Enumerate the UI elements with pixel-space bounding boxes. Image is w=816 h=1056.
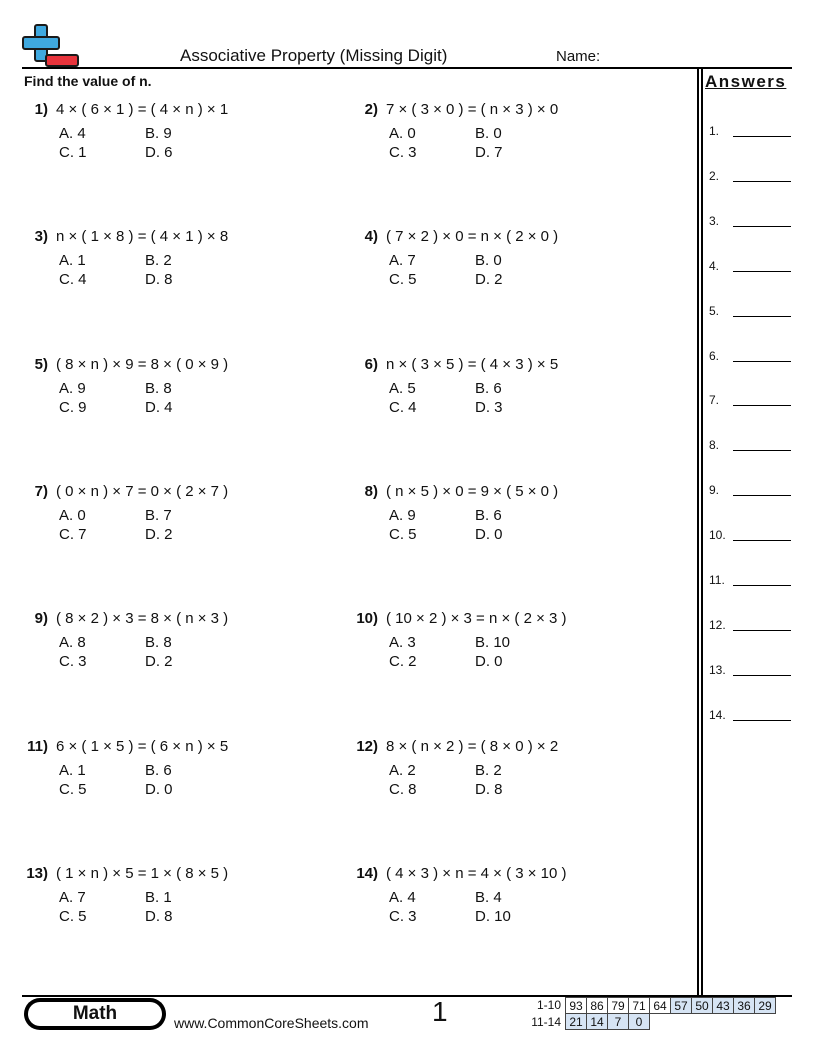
header-divider: [22, 67, 792, 69]
score-cell: 21: [566, 1014, 587, 1030]
choice-b: B. 2: [145, 252, 172, 270]
score-cell: 57: [671, 998, 692, 1014]
problem-number: 12): [356, 737, 378, 755]
answer-row: [709, 708, 793, 724]
choice-d: D. 8: [475, 780, 503, 798]
answer-blank[interactable]: [733, 450, 791, 451]
answer-number: 12.: [709, 617, 726, 632]
answer-row: [709, 304, 793, 320]
problem-number: 3): [34, 228, 48, 246]
problem-equation: 7 × ( 3 × 0 ) = ( n × 3 ) × 0: [386, 101, 559, 118]
answer-number: 10.: [709, 528, 726, 543]
answer-number: 11.: [709, 573, 725, 587]
choice-d: D. 8: [145, 907, 173, 925]
problem-equation: ( 7 × 2 ) × 0 = n × ( 2 × 0 ): [386, 228, 559, 246]
problem-item: [352, 356, 672, 420]
choice-c: C. 7: [59, 525, 87, 543]
problem-item: [352, 101, 672, 165]
score-cell: 29: [755, 998, 776, 1014]
choice-d: D. 2: [145, 653, 173, 671]
problem-equation: ( 0 × n ) × 7 = 0 × ( 2 × 7 ): [56, 482, 229, 500]
answer-row: [709, 259, 793, 275]
page-number: 1: [432, 996, 448, 1027]
choice-a: A. 5: [389, 379, 416, 397]
choice-d: D. 3: [475, 398, 503, 416]
choice-b: B. 8: [145, 634, 172, 652]
score-cell: 64: [650, 998, 671, 1014]
problem-equation: 8 × ( n × 2 ) = ( 8 × 0 ) × 2: [386, 737, 559, 755]
choice-d: D. 7: [475, 144, 503, 161]
score-cell: 79: [608, 998, 629, 1014]
choice-a: A. 7: [389, 252, 416, 270]
choice-c: C. 2: [389, 653, 417, 671]
choice-a: A. 4: [389, 888, 416, 906]
choice-a: A. 7: [59, 888, 86, 906]
choice-b: B. 0: [475, 252, 502, 270]
problem-equation: n × ( 3 × 5 ) = ( 4 × 3 ) × 5: [386, 355, 559, 373]
choice-c: C. 3: [389, 907, 417, 925]
answer-number: 8.: [709, 438, 720, 453]
site-url: www.CommonCoreSheets.com: [174, 1015, 369, 1031]
answer-blank[interactable]: [733, 226, 791, 227]
problem-number: 14): [356, 864, 378, 882]
problem-item: [22, 738, 342, 802]
score-row: [566, 1014, 776, 1030]
problem-number: 7): [34, 482, 48, 500]
answer-blank[interactable]: [733, 675, 791, 676]
choice-c: C. 9: [59, 398, 87, 416]
answer-row: [709, 214, 793, 230]
answer-blank[interactable]: [733, 271, 791, 272]
choice-c: C. 5: [389, 525, 417, 543]
problem-number: 1): [34, 101, 48, 118]
choice-c: C. 1: [59, 144, 87, 161]
problem-equation: ( 10 × 2 ) × 3 = n × ( 2 × 3 ): [386, 610, 567, 628]
choice-a: A. 1: [59, 252, 86, 270]
choice-c: C. 3: [59, 653, 87, 671]
choice-b: B. 9: [145, 125, 172, 142]
problem-item: [22, 356, 342, 420]
choice-d: D. 0: [475, 525, 503, 543]
choice-d: D. 2: [475, 271, 503, 289]
answer-blank[interactable]: [733, 405, 791, 406]
answer-row: [709, 528, 793, 544]
score-row: [566, 998, 776, 1014]
choice-d: D. 0: [145, 780, 173, 798]
answer-column-divider-inner: [701, 67, 703, 996]
answer-blank[interactable]: [733, 495, 791, 496]
problem-item: [22, 101, 342, 165]
answer-number: 1.: [709, 124, 720, 138]
score-cell: 71: [629, 998, 650, 1014]
choice-d: D. 0: [475, 653, 503, 671]
answer-number: 14.: [709, 707, 726, 722]
answer-row: [709, 393, 793, 409]
choice-d: D. 6: [145, 144, 173, 161]
choice-a: A. 9: [59, 379, 86, 397]
problem-number: 9): [34, 610, 48, 628]
choice-d: D. 8: [145, 271, 173, 289]
problem-equation: ( n × 5 ) × 0 = 9 × ( 5 × 0 ): [386, 482, 559, 500]
problem-item: [22, 228, 342, 292]
problem-equation: ( 8 × 2 ) × 3 = 8 × ( n × 3 ): [56, 610, 229, 628]
answer-number: 6.: [709, 348, 720, 363]
score-cell: 93: [566, 998, 587, 1014]
choice-b: B. 8: [145, 379, 172, 397]
plus-minus-logo-icon: [22, 24, 80, 68]
problem-number: 2): [364, 101, 378, 118]
answer-row: [709, 438, 793, 454]
problem-item: [352, 865, 672, 929]
problem-item: [352, 738, 672, 802]
page-title: Associative Property (Missing Digit): [180, 46, 448, 65]
choice-d: D. 2: [145, 525, 173, 543]
choice-a: A. 8: [59, 634, 86, 652]
problem-number: 10): [356, 610, 378, 628]
answer-blank[interactable]: [733, 181, 791, 182]
instructions: Find the value of n.: [24, 73, 152, 89]
problem-number: 6): [364, 355, 378, 373]
problem-number: 11): [27, 737, 48, 755]
choice-a: A. 9: [389, 506, 416, 524]
answer-number: 3.: [709, 213, 720, 228]
answer-number: 4.: [709, 258, 720, 273]
problem-item: [352, 228, 672, 292]
problem-equation: ( 1 × n ) × 5 = 1 × ( 8 × 5 ): [56, 864, 229, 882]
score-cell: 43: [713, 998, 734, 1014]
problem-equation: 4 × ( 6 × 1 ) = ( 4 × n ) × 1: [56, 101, 229, 118]
answer-blank[interactable]: [733, 361, 791, 362]
name-label: Name:: [556, 48, 601, 65]
choice-a: A. 1: [59, 761, 86, 779]
answer-blank[interactable]: [733, 720, 791, 721]
problem-item: [352, 610, 672, 674]
problem-equation: ( 4 × 3 ) × n = 4 × ( 3 × 10 ): [386, 864, 567, 882]
choice-c: C. 4: [59, 271, 87, 289]
choice-d: D. 10: [475, 907, 511, 925]
choice-b: B. 10: [475, 634, 511, 652]
answer-number: 5.: [709, 303, 720, 318]
answers-title: Answers: [705, 72, 787, 91]
answer-blank[interactable]: [733, 136, 791, 137]
score-row-label: 11-14: [531, 1015, 561, 1029]
problem-number: 5): [34, 355, 48, 373]
choice-c: C. 5: [59, 780, 87, 798]
choice-c: C. 5: [389, 271, 417, 289]
answer-row: [709, 349, 793, 365]
answer-row: [709, 483, 793, 499]
choice-c: C. 5: [59, 907, 87, 925]
score-table: [565, 997, 776, 1030]
answer-blank[interactable]: [733, 585, 791, 586]
answer-row: [709, 124, 793, 140]
problem-equation: ( 8 × n ) × 9 = 8 × ( 0 × 9 ): [56, 355, 229, 373]
answer-blank[interactable]: [733, 540, 791, 541]
problem-item: [22, 610, 342, 674]
answer-number: 7.: [709, 393, 720, 408]
answer-blank[interactable]: [733, 630, 791, 631]
choice-b: B. 4: [475, 888, 502, 906]
choice-a: A. 0: [59, 506, 86, 524]
choice-a: A. 4: [59, 125, 86, 142]
score-cell: 14: [587, 1014, 608, 1030]
problem-item: [22, 483, 342, 547]
answer-column-divider: [697, 67, 699, 996]
answer-row: [709, 618, 793, 634]
choice-b: B. 6: [475, 379, 502, 397]
score-cell: 50: [692, 998, 713, 1014]
problem-equation: n × ( 1 × 8 ) = ( 4 × 1 ) × 8: [56, 228, 229, 246]
choice-b: B. 0: [475, 125, 502, 142]
answer-row: [709, 663, 793, 679]
choice-b: B. 6: [145, 761, 172, 779]
choice-b: B. 2: [475, 761, 502, 779]
choice-c: C. 8: [389, 780, 417, 798]
problem-number: 13): [26, 864, 48, 882]
choice-a: A. 0: [389, 125, 416, 142]
answer-number: 9.: [709, 483, 720, 498]
score-cell: 0: [629, 1014, 650, 1030]
score-row-label: 1-10: [536, 998, 561, 1012]
choice-b: B. 6: [475, 506, 502, 524]
answer-row: [709, 169, 793, 185]
problem-item: [22, 865, 342, 929]
score-cell: 7: [608, 1014, 629, 1030]
problem-number: 4): [364, 228, 378, 246]
score-cell: 36: [734, 998, 755, 1014]
choice-c: C. 3: [389, 144, 417, 161]
problem-item: [352, 483, 672, 547]
choice-a: A. 3: [389, 634, 416, 652]
problem-equation: 6 × ( 1 × 5 ) = ( 6 × n ) × 5: [56, 737, 229, 755]
choice-a: A. 2: [389, 761, 416, 779]
choice-d: D. 4: [145, 398, 173, 416]
score-cell: 86: [587, 998, 608, 1014]
choice-b: B. 7: [145, 506, 172, 524]
answer-number: 13.: [709, 662, 726, 677]
choice-b: B. 1: [145, 888, 172, 906]
answer-row: [709, 573, 793, 589]
problem-number: 8): [364, 482, 378, 500]
answer-number: 2.: [709, 168, 720, 183]
subject-badge: [24, 998, 166, 1030]
subject-badge-label: Math: [28, 1002, 162, 1026]
choice-c: C. 4: [389, 398, 417, 416]
answer-blank[interactable]: [733, 316, 791, 317]
